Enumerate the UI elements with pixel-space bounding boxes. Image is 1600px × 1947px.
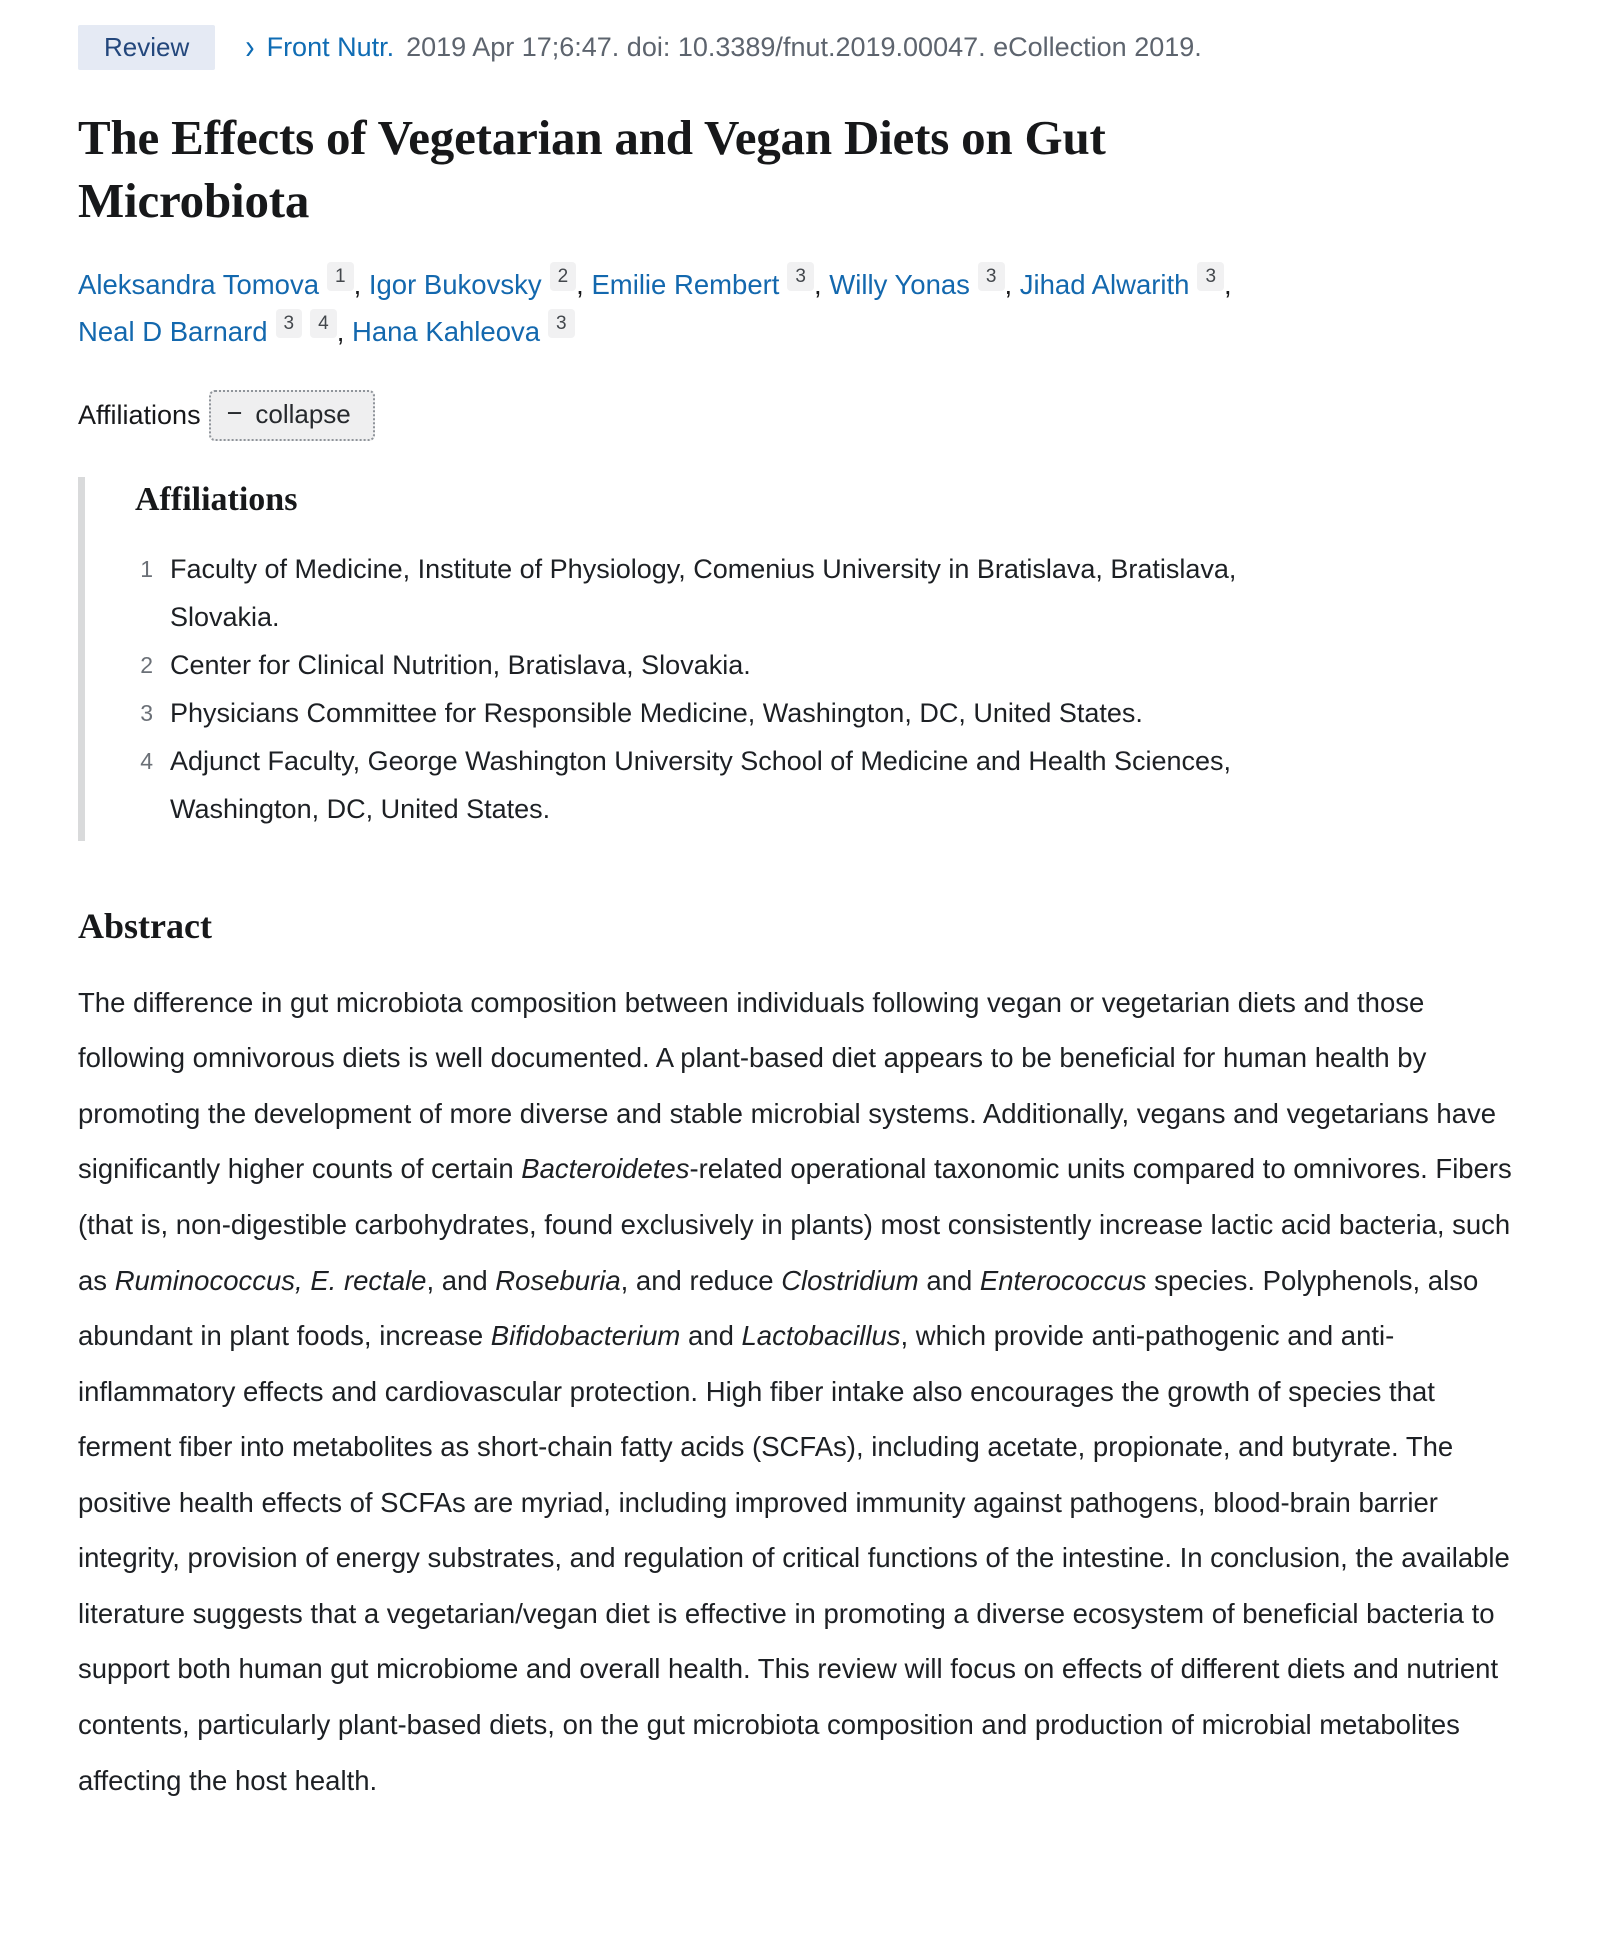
affiliations-label: Affiliations [78,399,201,430]
affiliation-number: 4 [140,747,153,774]
author-link[interactable]: Neal D Barnard [78,316,268,348]
affiliations-heading: Affiliations [135,480,298,518]
author-link[interactable]: Emilie Rembert [591,268,780,300]
affiliation-number: 2 [140,651,153,678]
affiliation-item [135,737,1530,833]
author-aleksandra-tomova [78,265,362,300]
collapse-button-label: collapse [255,398,351,429]
affiliation-superscript[interactable]: 4 [310,309,337,338]
article-title: The Effects of Vegetarian and Vegan Diets on Gut Microbiota [78,109,1106,229]
affiliation-text: Adjunct Faculty, George Washington University School of Medicine and Health Sciences, Washington, DC, United States. [170,745,1232,824]
affiliation-superscript[interactable]: 2 [550,262,577,291]
affiliations-toggle-row [78,390,1530,441]
author-link[interactable]: Hana Kahleova [351,316,541,348]
affiliations-collapse-button[interactable] [209,390,375,441]
citation-header [78,25,1530,70]
affiliation-number: 3 [140,699,153,726]
author-neal-d-barnard [78,313,345,348]
journal-link[interactable]: Front Nutr. [266,32,395,63]
author-link[interactable]: Igor Bukovsky [368,268,542,300]
affiliation-superscript[interactable]: 3 [1197,262,1224,291]
author-link[interactable]: Aleksandra Tomova [78,268,320,300]
abstract-text: The difference in gut microbiota composition between individuals following vegan or vegetarian diets and those following omnivorous diets is well documented. A plant-based diet appears to be beneficial for human health by promoting the development of more diverse and stable microbial systems. Additionally, vegans and vegetarians have significantly higher counts of certain Bacteroidetes-related operational taxonomic units compared to omnivores. Fibers (that is, non-digestible carbohydrates, found exclusively in plants) most consistently increase lactic acid bacteria, such as Ruminococcus, E. rectale, and Roseburia, and reduce Clostridium and Enterococcus species. Polyphenols, also abundant in plant foods, increase Bifidobacterium and Lactobacillus, which provide anti-pathogenic and anti-inflammatory effects and cardiovascular protection. High fiber intake also encourages the growth of species that ferment fiber into metabolites as short-chain fatty acids (SCFAs), including acetate, propionate, and butyrate. The positive health effects of SCFAs are myriad, including improved immunity against pathogens, blood-brain barrier integrity, provision of energy substrates, and regulation of critical functions of the intestine. In conclusion, the available literature suggests that a vegetarian/vegan diet is effective in promoting a diverse ecosystem of beneficial bacteria to support both human gut microbiome and overall health. This review will focus on effects of different diets and nutrient contents, particularly plant-based diets, on the gut microbiota composition and production of microbial metabolites affecting the host health. [78,986,1512,1796]
author-emilie-rembert [591,265,822,300]
affiliation-superscript[interactable]: 3 [787,262,814,291]
author-link[interactable]: Jihad Alwarith [1019,268,1190,300]
affiliation-superscript[interactable]: 3 [978,262,1005,291]
chevron-right-icon: › [245,27,255,67]
author-hana-kahleova [351,313,575,348]
author-igor-bukovsky [368,265,584,300]
affiliation-text: Physicians Committee for Responsible Medicine, Washington, DC, United States. [170,697,1143,728]
affiliation-superscript[interactable]: 1 [327,262,354,291]
citation-text: 2019 Apr 17;6:47. doi: 10.3389/fnut.2019.00047. eCollection 2019. [406,32,1202,63]
author-jihad-alwarith [1019,265,1232,300]
author-link[interactable]: Willy Yonas [829,268,970,300]
affiliation-item [135,545,1530,641]
affiliation-item [135,689,1530,737]
affiliation-text: Faculty of Medicine, Institute of Physiology, Comenius University in Bratislava, Bratislava, Slovakia. [170,553,1237,632]
affiliations-list [135,545,1530,833]
author-separator: , [336,316,345,348]
author-separator: , [1224,268,1232,300]
minus-icon: − [226,397,243,428]
affiliation-number: 1 [140,555,153,582]
author-list [78,261,1258,356]
affiliation-text: Center for Clinical Nutrition, Bratislava, Slovakia. [170,649,751,680]
author-separator: , [353,268,362,300]
affiliations-panel [78,477,1530,841]
author-separator: , [814,268,822,300]
author-willy-yonas [829,265,1013,300]
author-separator: , [1004,268,1013,300]
abstract-heading: Abstract [78,905,212,946]
citation-line [245,27,1202,67]
publication-type-badge: Review [78,25,215,70]
affiliation-item [135,641,1530,689]
author-separator: , [576,268,584,300]
affiliation-superscript[interactable]: 3 [276,309,303,338]
affiliation-superscript[interactable]: 3 [548,309,575,338]
